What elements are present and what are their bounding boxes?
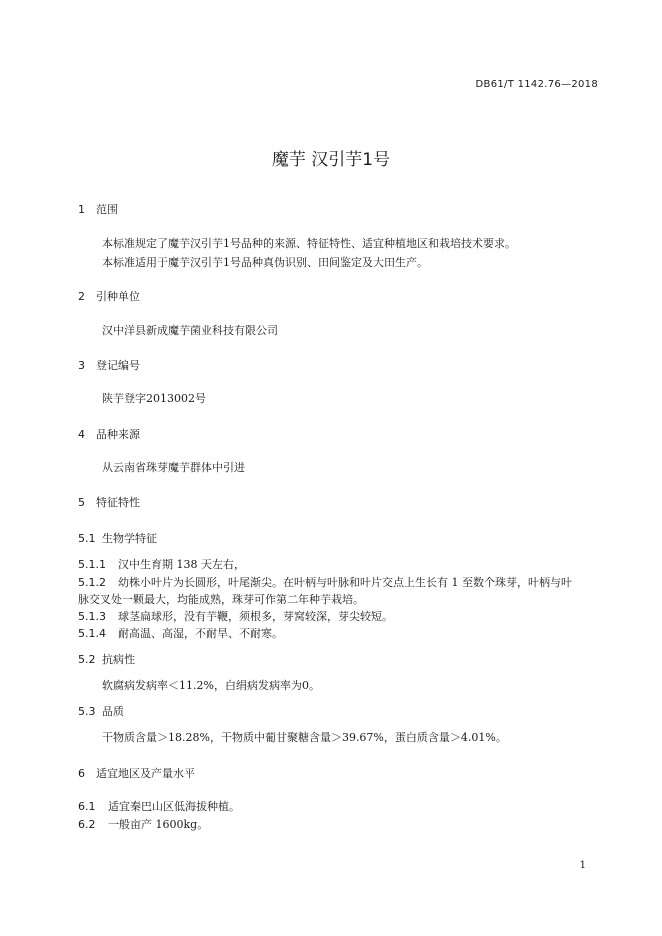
paragraph: 本标准适用于魔芋汉引芋1号品种真伪识别、田间鉴定及大田生产。 xyxy=(102,256,428,269)
paragraph: 从云南省珠芽魔芋群体中引进 xyxy=(102,461,245,474)
paragraph: 汉中洋县新成魔芋菌业科技有限公司 xyxy=(102,324,278,337)
page-number: 1 xyxy=(579,860,586,871)
clause-number: 5.1.1 xyxy=(78,558,106,571)
section-4-heading xyxy=(78,426,140,442)
section-number: 6 xyxy=(78,767,85,780)
paragraph: 本标准规定了魔芋汉引芋1号品种的来源、特征特性、适宜种植地区和栽培技术要求。 xyxy=(102,237,516,250)
clause-number: 5.1.3 xyxy=(78,610,106,623)
page-title: 魔芋 汉引芋1号 xyxy=(271,150,391,170)
section-title: 登记编号 xyxy=(96,359,140,372)
paragraph: 干物质含量＞18.28%，干物质中葡甘聚糖含量＞39.67%，蛋白质含量＞4.01%。 xyxy=(102,731,507,744)
section-title: 范围 xyxy=(96,203,118,216)
section-3-heading xyxy=(78,357,140,373)
subsection-5-1-heading xyxy=(78,530,157,546)
section-number: 3 xyxy=(78,359,85,372)
paragraph: 软腐病发病率＜11.2%，白绢病发病率为0。 xyxy=(102,679,320,692)
clause-number: 5.1.2 xyxy=(78,576,106,589)
clause-text: 一般亩产 1600kg。 xyxy=(108,818,209,831)
section-2-heading xyxy=(78,288,140,304)
subsection-5-3-heading xyxy=(78,703,124,719)
clause-number: 6.2 xyxy=(78,818,96,831)
section-number: 2 xyxy=(78,290,85,303)
clause-number: 6.1 xyxy=(78,800,96,813)
section-title: 引种单位 xyxy=(96,290,140,303)
section-number: 5.3 xyxy=(78,705,96,718)
section-number: 4 xyxy=(78,428,85,441)
clause-text: 耐高温、高湿，不耐旱、不耐寒。 xyxy=(118,627,283,640)
clause-text: 幼株小叶片为长圆形，叶尾渐尖。在叶柄与叶脉和叶片交点上生长有 1 至数个珠芽，叶柄与叶 xyxy=(118,576,572,589)
section-number: 1 xyxy=(78,203,85,216)
clause-text: 球茎扁球形，没有芋鞭，须根多，芽窝较深，芽尖较短。 xyxy=(118,610,393,623)
section-title: 适宜地区及产量水平 xyxy=(96,767,195,780)
section-title: 品种来源 xyxy=(96,428,140,441)
clause-number: 5.1.4 xyxy=(78,627,106,640)
section-5-heading xyxy=(78,494,140,510)
section-1-heading xyxy=(78,201,118,217)
section-number: 5.1 xyxy=(78,532,96,545)
standard-number: DB61/T 1142.76—2018 xyxy=(475,79,598,90)
section-6-heading xyxy=(78,765,195,781)
clause-item xyxy=(78,798,240,814)
section-title: 生物学特征 xyxy=(102,532,157,545)
paragraph: 陕芋登字2013002号 xyxy=(102,392,206,405)
section-number: 5 xyxy=(78,496,85,509)
clause-text: 适宜秦巴山区低海拔种植。 xyxy=(108,800,240,813)
section-title: 品质 xyxy=(102,705,124,718)
clause-text: 汉中生育期 138 天左右， xyxy=(118,558,245,571)
clause-item xyxy=(78,556,245,572)
clause-item xyxy=(78,816,208,832)
clause-item xyxy=(78,574,572,590)
clause-item xyxy=(78,625,283,641)
subsection-5-2-heading xyxy=(78,651,135,667)
section-title: 抗病性 xyxy=(102,653,135,666)
section-title: 特征特性 xyxy=(96,496,140,509)
clause-item xyxy=(78,608,393,624)
clause-continuation: 脉交叉处一颗最大，均能成熟，珠芽可作第二年种芋栽培。 xyxy=(78,593,364,606)
section-number: 5.2 xyxy=(78,653,96,666)
